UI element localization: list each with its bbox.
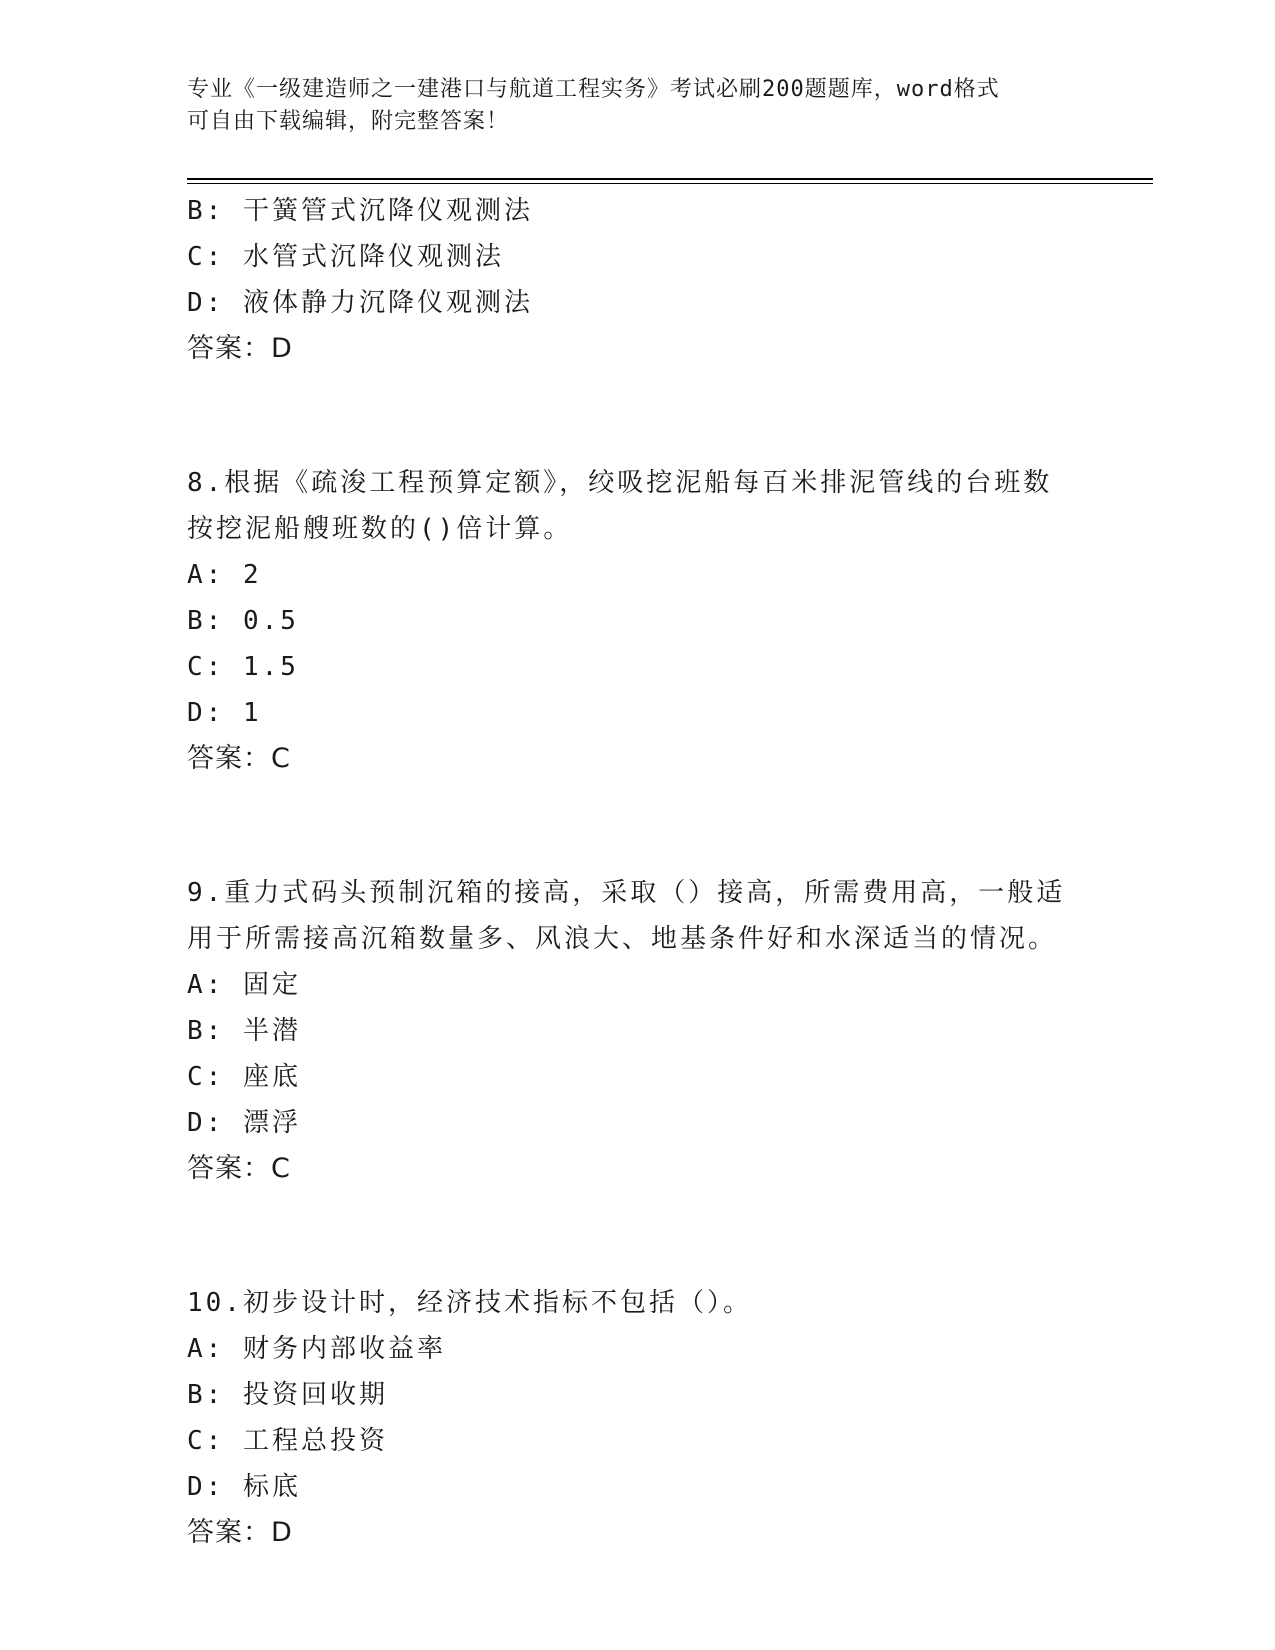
option-c: C: 工程总投资 (187, 1426, 388, 1456)
option-d: D: 1 (187, 698, 262, 728)
option-c: C: 1.5 (187, 652, 299, 682)
option-d: D: 液体静力沉降仪观测法 (187, 288, 533, 318)
option-b: B: 0.5 (187, 606, 299, 636)
option-b: B: 半潜 (187, 1016, 301, 1046)
answer: 答案：D (187, 1517, 293, 1548)
option-d: D: 标底 (187, 1472, 301, 1502)
question-stem-line1: 10.初步设计时，经济技术指标不包括（）。 (187, 1288, 752, 1318)
question-stem-line2: 用于所需接高沉箱数量多、风浪大、地基条件好和水深适当的情况。 (187, 924, 1058, 954)
option-c: C: 座底 (187, 1062, 301, 1092)
option-a: A: 财务内部收益率 (187, 1334, 446, 1364)
option-a: A: 2 (187, 560, 262, 590)
header-divider-thin (187, 183, 1153, 184)
question-stem-line1: 8.根据《疏浚工程预算定额》，绞吸挖泥船每百米排泥管线的台班数 (187, 468, 1053, 498)
question-7-continued (187, 188, 1087, 372)
header-title-line2: 可自由下载编辑，附完整答案！ (187, 109, 510, 134)
answer: 答案：D (187, 333, 293, 364)
option-b: B: 投资回收期 (187, 1380, 388, 1410)
option-a: A: 固定 (187, 970, 301, 1000)
header-divider-thick (187, 178, 1153, 180)
option-b: B: 干簧管式沉降仪观测法 (187, 196, 533, 226)
document-body (187, 188, 1087, 1556)
answer: 答案：C (187, 1153, 291, 1184)
question-stem-line1: 9.重力式码头预制沉箱的接高，采取（）接高，所需费用高，一般适 (187, 878, 1066, 908)
question-10 (187, 1280, 1087, 1556)
option-d: D: 漂浮 (187, 1108, 301, 1138)
option-c: C: 水管式沉降仪观测法 (187, 242, 504, 272)
question-stem-line2: 按挖泥船艘班数的()倍计算。 (187, 514, 573, 544)
question-8 (187, 460, 1087, 782)
document-header (187, 74, 1087, 138)
answer: 答案：C (187, 743, 291, 774)
header-title-line1: 专业《一级建造师之一建港口与航道工程实务》考试必刷200题题库，word格式 (187, 77, 1000, 102)
question-9 (187, 870, 1087, 1192)
